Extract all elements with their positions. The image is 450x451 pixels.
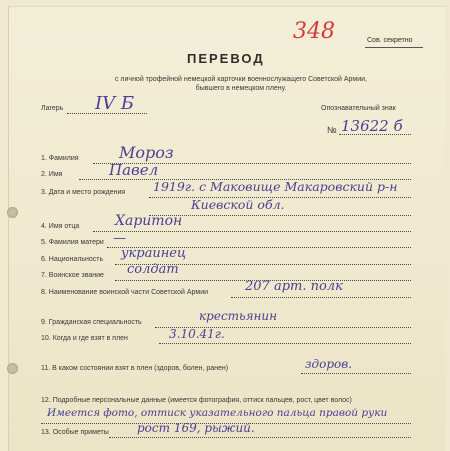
document-subtitle-line1: с личной трофейной немецкой карточки военнослужащего Советской Армии, — [114, 76, 368, 83]
field-1-label: 1. Фамилия — [41, 155, 79, 162]
document-subtitle-line2: бывшего в немецком плену. — [195, 85, 287, 92]
field-7-label: 7. Воинское звание — [41, 272, 104, 279]
field-12-label: 12. Подробные персональные данные (имеется фотография, оттиск пальцев, рост, цвет волос) — [41, 397, 352, 404]
document-title: ПЕРЕВОД — [187, 51, 265, 66]
field-9-label: 9. Гражданская специальность — [41, 319, 142, 326]
field-5-label: 5. Фамилия матери — [41, 239, 104, 246]
field-3-label: 3. Дата и место рождения — [41, 189, 126, 196]
field-4-value: Харитон — [115, 213, 183, 229]
field-11-label: 11. В каком состоянии взят в плен (здоров, болен, ранен) — [41, 365, 229, 372]
field-3-value: 1919г. с Маковище Макаровский р-н — [153, 179, 398, 194]
field-2-label: 2. Имя — [41, 171, 63, 178]
field-1-value: Мороз — [119, 143, 174, 162]
field-10-value: 3.10.41г. — [169, 327, 225, 341]
field-4-label: 4. Имя отца — [41, 223, 80, 230]
tag-prefix: № — [327, 125, 337, 135]
field-8-label: 8. Наименование воинской части Советской Армии — [41, 289, 209, 296]
field-8-value: 207 арт. полк — [245, 279, 343, 294]
tag-label: Опознавательный знак — [321, 105, 396, 112]
field-7-value: солдат — [127, 262, 179, 277]
secrecy-stamp: Сов. секретно — [367, 37, 413, 44]
tag-value: 13622 б — [341, 117, 403, 135]
field-6-label: 6. Национальность — [41, 256, 104, 263]
field-2-value: Павел — [109, 161, 159, 179]
field-5-value: — — [113, 231, 126, 246]
field-9-value: крестьянин — [199, 309, 278, 323]
camp-value: IV Б — [95, 93, 135, 114]
field-11-value: здоров. — [305, 357, 353, 371]
binder-hole-bottom — [7, 363, 18, 374]
field-12-value: Имеется фото, оттиск указательного пальца правой руки — [47, 407, 388, 419]
field-3-value-line2: Киевской обл. — [191, 197, 285, 212]
camp-label: Лагерь — [41, 105, 64, 112]
field-10-label: 10. Когда и где взят в плен — [41, 335, 128, 342]
field-13-label: 13. Особые приметы — [41, 429, 109, 436]
field-6-value: украинец — [121, 246, 187, 261]
field-13-value: рост 169, рыжий. — [137, 421, 255, 435]
document-sheet — [8, 6, 445, 451]
archive-number: 348 — [293, 19, 335, 44]
binder-hole-top — [7, 207, 18, 218]
